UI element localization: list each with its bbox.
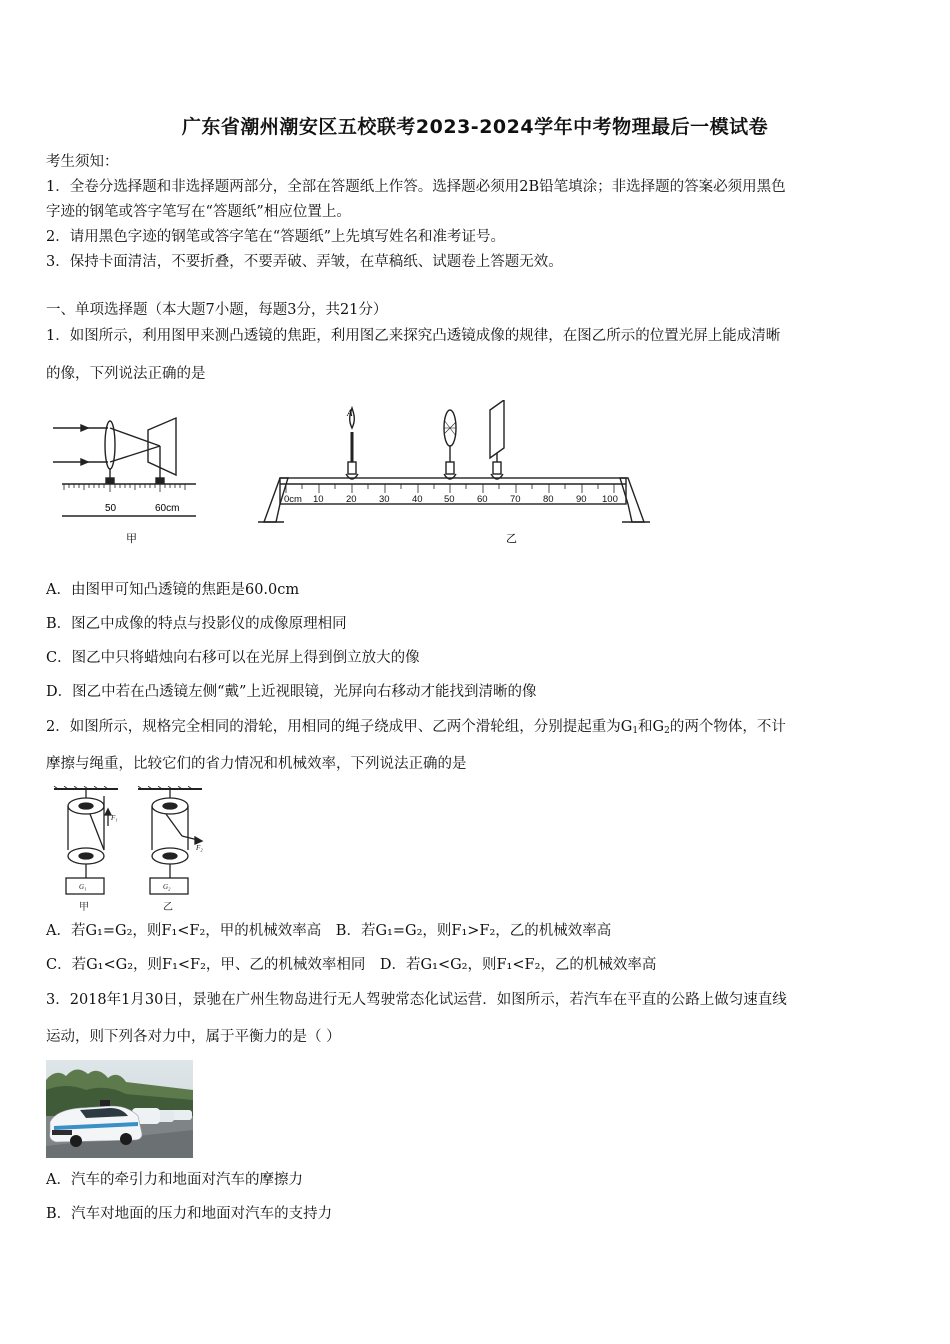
figure-yi: [258, 400, 650, 550]
label-g2: G₂: [163, 883, 171, 891]
figure-pulleys: [46, 786, 216, 912]
ruler-ticks-jia: [64, 484, 185, 492]
yi-tick-90: 90: [576, 494, 587, 505]
yi-tick-0: 0cm: [284, 494, 302, 505]
q1-option-b: B．图乙中成像的特点与投影仪的成像原理相同: [46, 616, 347, 632]
driverless-car-photo: [46, 1060, 193, 1158]
label-f1: F₁: [111, 814, 118, 822]
q2-stem-line1: 2．如图所示，规格完全相同的滑轮，用相同的绳子绕成甲、乙两个滑轮组，分别提起重为$G_1$和$G_2$的两个物体，不计: [46, 719, 786, 736]
q1-option-d: D．图乙中若在凸透镜左侧“戴”上近视眼镜，光屏向右移动才能找到清晰的像: [46, 684, 537, 700]
jia-caption: 甲: [126, 532, 137, 545]
notice-item-1: 1．全卷分选择题和非选择题两部分，全部在答题纸上作答。选择题必须用2B铅笔填涂；非选择题的答案必须用黑色: [46, 179, 786, 195]
q2-options-row2: C．若G₁<G₂，则F₁<F₂，甲、乙的机械效率相同 D．若G₁<G₂，则F₁<F₂，乙的机械效率高: [46, 957, 657, 973]
yi-tick-80: 80: [543, 494, 554, 505]
yi-tick-40: 40: [412, 494, 423, 505]
section-heading: 一、单项选择题（本大题7小题，每题3分，共21分）: [46, 302, 388, 318]
yi-caption: 乙: [506, 532, 517, 545]
yi-tick-60: 60: [477, 494, 488, 505]
q3-stem-line2: 运动，则下列各对力中，属于平衡力的是（ ）: [46, 1029, 341, 1045]
q1-option-a: A．由图甲可知凸透镜的焦距是60.0cm: [46, 582, 300, 598]
q1-stem-line2: 的像，下列说法正确的是: [46, 366, 206, 382]
label-g1: G₁: [79, 883, 87, 891]
label-f2: F₂: [196, 844, 203, 852]
q3-option-a: A．汽车的牵引力和地面对汽车的摩擦力: [46, 1172, 303, 1188]
pulley-caption-yi: 乙: [163, 902, 173, 912]
q3-stem-line1: 3．2018年1月30日，景驰在广州生物岛进行无人驾驶常态化试运营．如图所示，若汽车在平直的公路上做匀速直线: [46, 992, 787, 1008]
notice-item-2: 2．请用黑色字迹的钢笔或答字笔在“答题纸”上先填写姓名和准考证号。: [46, 229, 506, 245]
jia-tick-50: 50: [105, 503, 117, 514]
yi-tick-20: 20: [346, 494, 357, 505]
yi-label-a: A: [347, 408, 353, 418]
yi-tick-30: 30: [379, 494, 390, 505]
q1-option-c: C．图乙中只将蜡烛向右移可以在光屏上得到倒立放大的像: [46, 650, 420, 666]
q2-stem-line2: 摩擦与绳重，比较它们的省力情况和机械效率，下列说法正确的是: [46, 756, 467, 772]
notice-item-3: 3．保持卡面清洁，不要折叠，不要弄破、弄皱，在草稿纸、试题卷上答题无效。: [46, 254, 563, 270]
jia-tick-60: 60cm: [155, 503, 180, 514]
page-title: 广东省潮州潮安区五校联考2023-2024学年中考物理最后一模试卷: [181, 116, 769, 138]
q2-options-row1: A．若G₁=G₂，则F₁<F₂，甲的机械效率高 B．若G₁=G₂，则F₁>F₂，乙的机械效率高: [46, 923, 612, 939]
q1-stem-line1: 1．如图所示，利用图甲来测凸透镜的焦距，利用图乙来探究凸透镜成像的规律，在图乙所示的位置光屏上能成清晰: [46, 328, 781, 344]
notice-heading: 考生须知：: [46, 154, 119, 170]
yi-tick-100: 100: [602, 494, 618, 505]
yi-tick-10: 10: [313, 494, 324, 505]
pulley-caption-jia: 甲: [79, 902, 89, 912]
figure-jia: [48, 400, 198, 550]
notice-item-1-cont: 字迹的钢笔或答字笔写在“答题纸”相应位置上。: [46, 204, 351, 220]
ruler-ticks-yi: [286, 484, 614, 493]
yi-tick-70: 70: [510, 494, 521, 505]
q3-option-b: B．汽车对地面的压力和地面对汽车的支持力: [46, 1206, 333, 1222]
yi-tick-50: 50: [444, 494, 455, 505]
